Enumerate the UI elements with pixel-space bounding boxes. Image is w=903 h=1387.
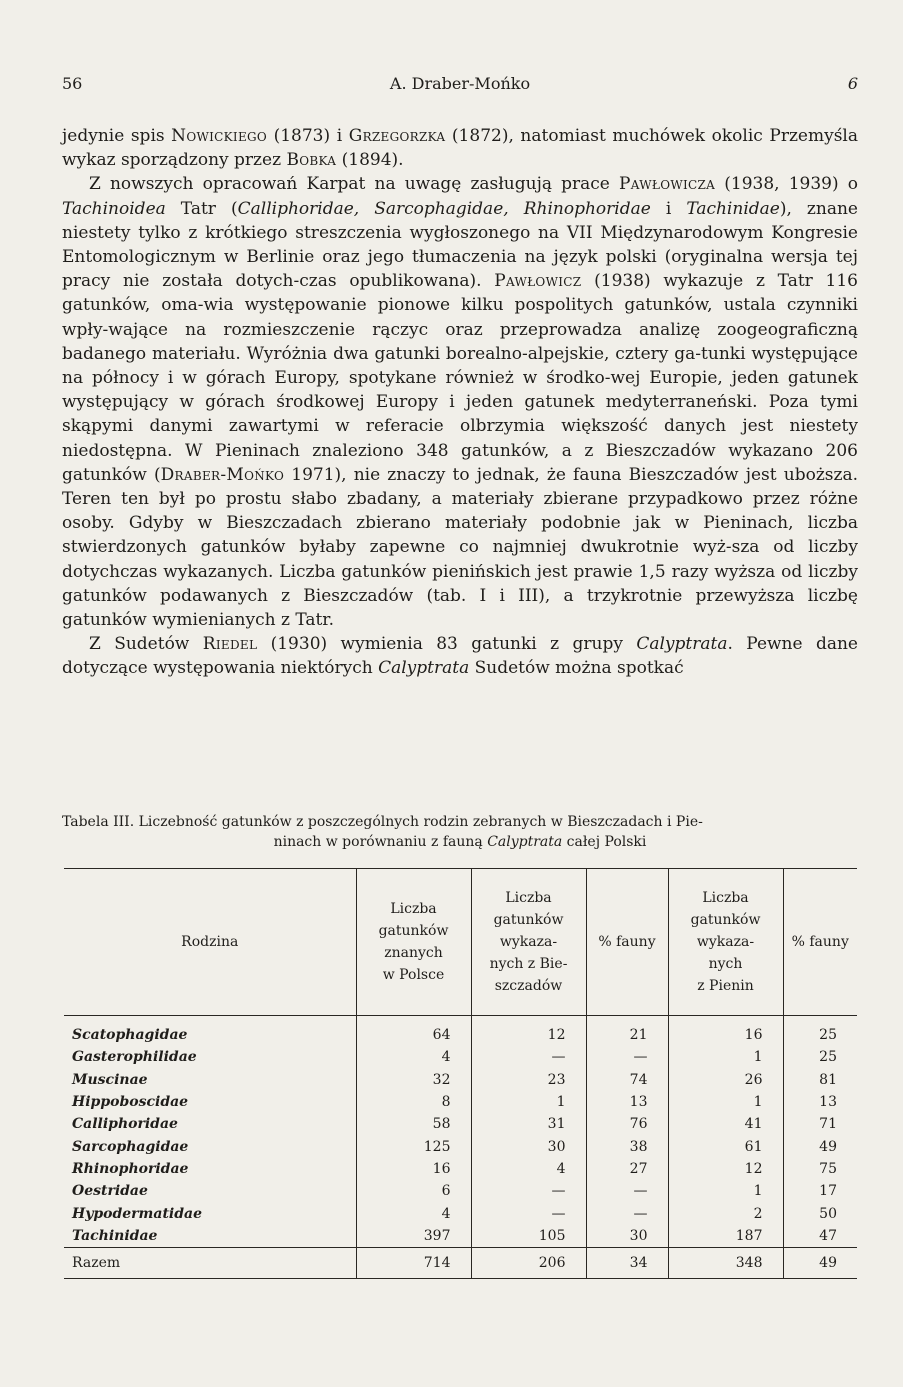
table-cell: 76 [586, 1113, 668, 1135]
column-header-line: gatunków [493, 912, 564, 928]
table-row [64, 1135, 857, 1157]
taxon-name: Calliphoridae, Sarcophagidae, Rhinophoridae [237, 198, 651, 219]
text-run: 1971), nie znaczy to jednak, że fauna Bieszczadów jest uboższa. Teren ten był po prostu słabo zbadany, a materiały zbierane przypadkowo przez różne osoby. Gdyby w Bieszczadach zbierano materiały podobnie jak w Pieninach, liczba stwierdzonych gatunków byłaby zapewne co najmniej dwukrotnie wyż-sza od liczby dotychczas wykazanych. Liczba gatunków pienińskich jest prawie 1,5 razy wyższa od liczby gatunków podawanych z Bieszczadów (tab. I i III), a trzykrotnie przewyższa liczbę gatunków wymienianych z Tatr. [62, 464, 858, 631]
family-name: Rhinophoridae [72, 1160, 189, 1177]
text-run: Sudetów można spotkać [469, 658, 684, 679]
table-row [64, 1180, 857, 1202]
caption-line-2 [62, 832, 858, 852]
table-cell: 4 [471, 1158, 586, 1180]
table-cell: — [586, 1046, 668, 1068]
table-cell: 74 [586, 1069, 668, 1091]
table-body [64, 1016, 857, 1248]
family-name: Gasterophilidae [72, 1049, 197, 1066]
table-cell: 187 [668, 1225, 783, 1248]
caption-text: ninach w porównaniu z fauną [273, 834, 488, 850]
column-header [471, 869, 586, 1016]
table-cell: 26 [668, 1069, 783, 1091]
table-cell: 1 [668, 1091, 783, 1113]
family-name: Hippoboscidae [72, 1094, 189, 1111]
table-cell: 50 [783, 1202, 857, 1224]
author-name: Nowickiego [171, 126, 268, 146]
family-name: Sarcophagidae [72, 1138, 189, 1155]
table-cell: 13 [586, 1091, 668, 1113]
text-run: . Pewne dane dotyczące występowania niektórych [62, 634, 858, 679]
table-row [64, 1202, 857, 1224]
table-row [64, 1225, 857, 1248]
table-cell: 64 [356, 1016, 471, 1047]
author-name: Pawłowicz [494, 271, 582, 292]
total-cell: 34 [586, 1247, 668, 1278]
table-cell: 27 [586, 1158, 668, 1180]
column-header-line: nych [708, 956, 743, 972]
table-cell: 17 [783, 1180, 857, 1202]
table-cell: — [471, 1046, 586, 1068]
text-run: i [650, 198, 687, 219]
table-cell: 16 [356, 1158, 471, 1180]
table-cell: 125 [356, 1135, 471, 1157]
table-row [64, 1069, 857, 1091]
family-name: Tachinidae [64, 1225, 356, 1248]
total-cell: 206 [471, 1247, 586, 1278]
column-header [783, 869, 857, 1016]
column-header-line: gatunków [378, 923, 449, 939]
author-name: Bobka [286, 150, 337, 171]
table-cell: 16 [668, 1016, 783, 1047]
column-header [356, 869, 471, 1016]
table-row [64, 1113, 857, 1135]
table-cell: 58 [356, 1113, 471, 1135]
text-run: (1930) wymienia 83 gatunki z grupy [257, 634, 637, 655]
column-header-line: znanych [384, 945, 443, 961]
table-header-row [64, 869, 857, 1016]
column-header-line: Rodzina [181, 934, 239, 950]
text-run: (1873) i [267, 126, 349, 146]
table-row [64, 1158, 857, 1180]
text-run: jedynie spis [62, 126, 172, 146]
table-cell: 61 [668, 1135, 783, 1157]
table-cell: 12 [471, 1016, 586, 1047]
table-total-row [64, 1247, 857, 1278]
table-cell: 31 [471, 1113, 586, 1135]
running-header [62, 74, 858, 98]
text-run: (1938, 1939) o [715, 174, 858, 195]
text-run: Z Sudetów [89, 634, 203, 655]
table-row [64, 1016, 857, 1047]
family-name: Scatophagidae [72, 1027, 188, 1044]
table-cell: 30 [586, 1225, 668, 1248]
table-cell: 30 [471, 1135, 586, 1157]
column-header-line: wykaza- [696, 934, 755, 950]
column-header-line: % fauny [791, 934, 849, 950]
table-cell: 21 [586, 1016, 668, 1047]
table-cell: 6 [356, 1180, 471, 1202]
table-cell: 1 [668, 1180, 783, 1202]
total-cell: 49 [783, 1247, 857, 1278]
table-cell: 397 [356, 1225, 471, 1248]
body-text [62, 124, 858, 681]
column-header-line: Liczba [390, 901, 437, 917]
taxon-name: Calyptrata [378, 658, 470, 679]
column-header-line: z Pienin [697, 978, 754, 994]
table-cell: 2 [668, 1202, 783, 1224]
paragraph [62, 172, 858, 632]
table-cell: 13 [783, 1091, 857, 1113]
text-run: (1872), natomiast muchówek okolic Przemyśla wykaz sporządzony przez [62, 126, 858, 171]
table-cell: 105 [471, 1225, 586, 1248]
column-header-line: szczadów [494, 978, 563, 994]
text-run: ), znane niestety tylko z krótkiego streszczenia wygłoszonego na VII Międzynarodowym Kongresie Entomologicznym w Berlinie oraz jego tłumaczenia na język polski (oryginalna wersja tej pracy nie została dotych-czas opublikowana). [62, 198, 858, 292]
table-row [64, 1046, 857, 1068]
paragraph [62, 124, 858, 172]
column-header-line: w Polsce [382, 967, 445, 983]
family-name: Calliphoridae [72, 1116, 178, 1133]
text-run: (1894). [336, 150, 404, 171]
text-run: (1938) wykazuje z Tatr 116 gatunków, oma-wia występowanie pionowe kilku pospolitych gatunków, ustala czynniki wpły-wające na rozmieszczenie rączyc oraz przeprowadza analizę zoogeograficzną badanego materiału. Wyróżnia dwa gatunki borealno-alpejskie, cztery ga-tunki występujące na północy i w górach Europy, spotykane również w środko-wej Europie, jeden gatunek występujący w górach środkowej Europy i jeden gatunek medyterraneński. Poza tymi skąpymi danymi zawartymi w referacie olbrzymia większość danych jest niestety niedostępna. W Pieninach znaleziono 348 gatunków, a z Bieszczadów wykazano 206 gatunków ( [62, 271, 858, 485]
table-cell: 38 [586, 1135, 668, 1157]
table-cell: 81 [783, 1069, 857, 1091]
table-cell: 4 [356, 1202, 471, 1224]
author-name: Draber-Mońko [160, 464, 285, 485]
signature-mark: 6 [847, 74, 858, 93]
column-header-line: wykaza- [499, 934, 558, 950]
total-cell: 714 [356, 1247, 471, 1278]
taxon-name: Calyptrata [636, 634, 728, 655]
text-run: Z nowszych opracowań Karpat na uwagę zasługują prace [89, 174, 620, 195]
caption-taxon: Calyptrata [487, 834, 563, 850]
family-name: Hypodermatidae [72, 1205, 202, 1222]
table-cell: 75 [783, 1158, 857, 1180]
column-header [668, 869, 783, 1016]
table-cell: 71 [783, 1113, 857, 1135]
table-cell: 12 [668, 1158, 783, 1180]
table-cell: 32 [356, 1069, 471, 1091]
column-header [586, 869, 668, 1016]
table-cell: 41 [668, 1113, 783, 1135]
table-cell: 23 [471, 1069, 586, 1091]
taxon-name: Tachinidae [686, 198, 780, 219]
family-name: Oestridae [72, 1183, 148, 1200]
total-cell: 348 [668, 1247, 783, 1278]
table-caption [62, 812, 858, 852]
taxon-name: Tachinoidea [62, 198, 166, 219]
column-header-line: gatunków [690, 912, 761, 928]
author-name: Pawłowicza [619, 174, 716, 195]
table-cell: — [471, 1180, 586, 1202]
column-header-line: % fauny [598, 934, 656, 950]
table-cell: 8 [356, 1091, 471, 1113]
species-table [64, 868, 857, 1279]
text-run: Tatr ( [165, 198, 238, 219]
table-cell: — [471, 1202, 586, 1224]
table-cell: 4 [356, 1046, 471, 1068]
running-author: A. Draber-Mońko [389, 74, 531, 93]
table-cell: 1 [471, 1091, 586, 1113]
page-number: 56 [62, 74, 83, 93]
column-header-line: nych z Bie- [489, 956, 568, 972]
author-name: Riedel [202, 634, 258, 655]
table-cell: 25 [783, 1046, 857, 1068]
paragraph [62, 632, 858, 680]
column-header [64, 869, 356, 1016]
family-name: Muscinae [72, 1071, 148, 1088]
caption-text-end: całej Polski [562, 834, 647, 850]
total-label: Razem [64, 1247, 356, 1278]
table-cell: 49 [783, 1135, 857, 1157]
table-cell: — [586, 1202, 668, 1224]
table-cell: 25 [783, 1016, 857, 1047]
table-cell: 47 [783, 1225, 857, 1248]
table-cell: — [586, 1180, 668, 1202]
column-header-line: Liczba [702, 890, 749, 906]
table-cell: 1 [668, 1046, 783, 1068]
column-header-line: Liczba [505, 890, 552, 906]
table-row [64, 1091, 857, 1113]
caption-line-1: Tabela III. Liczebność gatunków z poszczególnych rodzin zebranych w Bieszczadach i Pie- [62, 814, 703, 830]
author-name: Grzegorzka [348, 126, 446, 146]
